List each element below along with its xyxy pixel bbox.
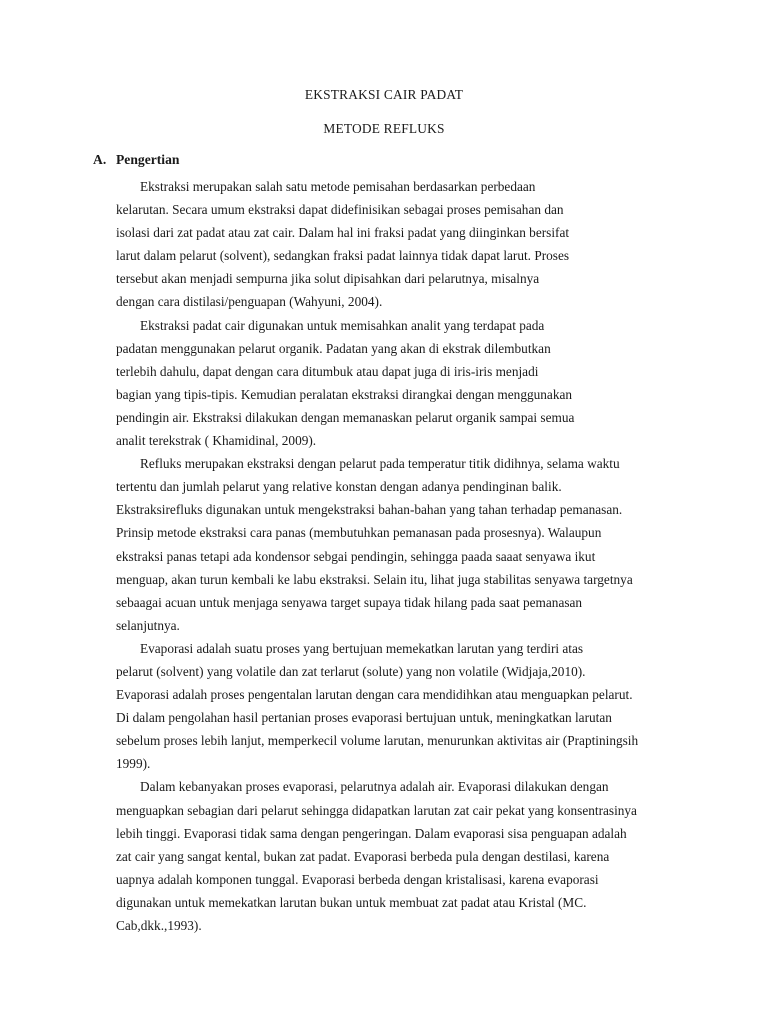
text-line: Prinsip metode ekstraksi cara panas (membutuhkan pemanasan pada prosesnya). Walaupun — [116, 525, 602, 541]
text-line: tertentu dan jumlah pelarut yang relative konstan dengan adanya pendinginan balik. — [116, 479, 562, 495]
text-line: uapnya adalah komponen tunggal. Evaporasi berbeda dengan kristalisasi, karena evaporasi — [116, 871, 599, 887]
text-line: larut dalam pelarut (solvent), sedangkan fraksi padat lainnya tidak dapat larut. Proses — [116, 248, 570, 264]
text-line: sebaagai acuan untuk menjaga senyawa target supaya tidak hilang pada saat pemanasan — [116, 594, 583, 610]
text-line: Ekstraksi padat cair digunakan untuk memisahkan analit yang terdapat pada — [140, 317, 545, 333]
section-heading — [93, 152, 179, 168]
text-line: isolasi dari zat padat atau zat cair. Dalam hal ini fraksi padat yang diinginkan bersifat — [116, 225, 570, 241]
text-line: sebelum proses lebih lanjut, memperkecil volume larutan, menurunkan aktivitas air (Praptiningsih — [116, 733, 639, 749]
text-line: pelarut (solvent) yang volatile dan zat terlarut (solute) yang non volatile (Widjaja,2010). — [116, 663, 586, 679]
document-subtitle: METODE REFLUKS — [323, 121, 445, 136]
text-line: bagian yang tipis-tipis. Kemudian peralatan ekstraksi dirangkai dengan menggunakan — [116, 386, 573, 402]
document-title: EKSTRAKSI CAIR PADAT — [304, 87, 464, 102]
text-line: lebih tinggi. Evaporasi tidak sama dengan pengeringan. Dalam evaporasi sisa penguapan adalah — [116, 825, 627, 841]
text-line: zat cair yang sangat kental, bukan zat padat. Evaporasi berbeda pula dengan destilasi, karena — [116, 848, 610, 864]
text-line: Dalam kebanyakan proses evaporasi, pelarutnya adalah air. Evaporasi dilakukan dengan — [140, 779, 609, 795]
section-title: Pengertian — [116, 152, 180, 167]
section-letter: A. — [93, 152, 107, 167]
text-line: terlebih dahulu, dapat dengan cara ditumbuk atau dapat juga di iris-iris menjadi — [116, 363, 539, 379]
text-line: dengan cara distilasi/penguapan (Wahyuni, 2004). — [116, 294, 383, 310]
text-line: ekstraksi panas tetapi ada kondensor sebgai pendingin, sehingga paada saaat senyawa ikut — [116, 548, 596, 564]
text-line: Ekstraksirefluks digunakan untuk mengekstraksi bahan-bahan yang tahan terhadap pemanasan. — [116, 502, 623, 518]
text-line: menguapkan sebagian dari pelarut sehingga didapatkan larutan zat cair pekat yang konsentrasinya — [116, 802, 637, 818]
text-line: digunakan untuk memekatkan larutan bukan untuk membuat zat padat atau Kristal (MC. — [116, 894, 587, 910]
text-line: Refluks merupakan ekstraksi dengan pelarut pada temperatur titik didihnya, selama waktu — [140, 456, 620, 472]
text-line: Evaporasi adalah suatu proses yang bertujuan memekatkan larutan yang terdiri atas — [140, 640, 584, 656]
text-line: selanjutnya. — [116, 617, 180, 633]
text-line: Cab,dkk.,1993). — [116, 918, 202, 933]
text-line: padatan menggunakan pelarut organik. Padatan yang akan di ekstrak dilembutkan — [116, 340, 551, 356]
body-text — [116, 175, 686, 937]
text-line: kelarutan. Secara umum ekstraksi dapat didefinisikan sebagai proses pemisahan dan — [116, 202, 564, 218]
text-line: analit terekstrak ( Khamidinal, 2009). — [116, 433, 317, 449]
text-line: tersebut akan menjadi sempurna jika solut dipisahkan dari pelarutnya, misalnya — [116, 271, 540, 287]
text-line: 1999). — [116, 756, 151, 772]
text-line: Di dalam pengolahan hasil pertanian proses evaporasi bertujuan untuk, meningkatkan larutan — [116, 710, 612, 726]
text-line: Ekstraksi merupakan salah satu metode pemisahan berdasarkan perbedaan — [140, 179, 536, 194]
text-line: menguap, akan turun kembali ke labu ekstraksi. Selain itu, lihat juga stabilitas senyawa targetnya — [116, 571, 633, 587]
text-line: pendingin air. Ekstraksi dilakukan dengan memanaskan pelarut organik sampai semua — [116, 409, 575, 425]
text-line: Evaporasi adalah proses pengentalan larutan dengan cara mendidihkan atau menguapkan pelarut. — [116, 687, 633, 703]
